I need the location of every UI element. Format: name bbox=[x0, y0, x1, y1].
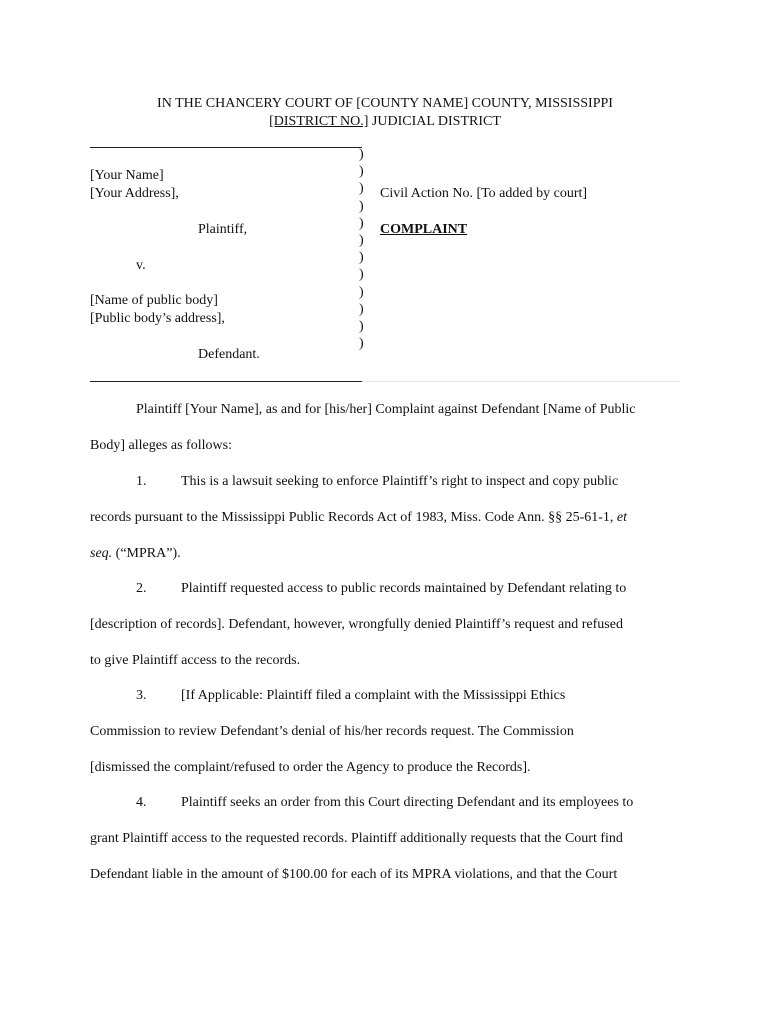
plaintiff-label: Plaintiff, bbox=[198, 222, 248, 237]
caption-paren: ) bbox=[359, 319, 364, 335]
paragraph-number: 4. bbox=[136, 795, 147, 810]
caption-paren: ) bbox=[359, 267, 364, 283]
caption-faint-rule bbox=[362, 381, 680, 382]
paragraph-3-line-1: [If Applicable: Plaintiff filed a complaint with the Mississippi Ethics bbox=[181, 688, 566, 703]
paragraph-number: 2. bbox=[136, 581, 147, 596]
intro-line-2: Body] alleges as follows: bbox=[90, 438, 232, 453]
paragraph-2-line-2: [description of records]. Defendant, however, wrongfully denied Plaintiff’s request and refused bbox=[90, 617, 623, 632]
caption-paren: ) bbox=[359, 215, 364, 231]
paragraph-2-line-3: to give Plaintiff access to the records. bbox=[90, 653, 301, 668]
civil-action-number: Civil Action No. [To added by court] bbox=[380, 186, 588, 201]
seq-italic: seq. bbox=[90, 546, 113, 561]
paragraph-1-line-3 bbox=[90, 545, 181, 563]
paragraph-number: 1. bbox=[136, 474, 147, 489]
intro-line-1: Plaintiff [Your Name], as and for [his/her] Complaint against Defendant [Name of Public bbox=[136, 402, 636, 417]
caption-bottom-rule bbox=[90, 381, 362, 382]
district-label: JUDICIAL DISTRICT bbox=[368, 114, 501, 129]
caption-paren: ) bbox=[359, 198, 364, 214]
paragraph-4-line-1: Plaintiff seeks an order from this Court directing Defendant and its employees to bbox=[181, 795, 634, 810]
caption-paren: ) bbox=[359, 147, 364, 162]
district-number: [DISTRICT NO.] bbox=[269, 114, 369, 129]
versus-label: v. bbox=[136, 258, 146, 273]
district-line bbox=[0, 113, 770, 131]
plaintiff-name: [Your Name] bbox=[90, 168, 164, 183]
caption-paren: ) bbox=[359, 250, 364, 266]
caption-paren: ) bbox=[359, 164, 364, 180]
paragraph-number: 3. bbox=[136, 688, 147, 703]
caption-paren: ) bbox=[359, 181, 364, 197]
defendant-name: [Name of public body] bbox=[90, 293, 218, 308]
defendant-address: [Public body’s address], bbox=[90, 311, 225, 326]
paragraph-3-line-3: [dismissed the complaint/refused to order the Agency to produce the Records]. bbox=[90, 760, 531, 775]
paragraph-4-line-2: grant Plaintiff access to the requested records. Plaintiff additionally requests that the Court find bbox=[90, 831, 623, 846]
paragraph-1-line-2 bbox=[90, 509, 627, 527]
paragraph-3-line-2: Commission to review Defendant’s denial of his/her records request. The Commission bbox=[90, 724, 574, 739]
caption-parentheses bbox=[359, 146, 364, 352]
paragraph-1-line-1: This is a lawsuit seeking to enforce Plaintiff’s right to inspect and copy public bbox=[181, 474, 619, 489]
caption-top-rule bbox=[90, 147, 362, 148]
paragraph-4-line-3: Defendant liable in the amount of $100.00 for each of its MPRA violations, and that the Court bbox=[90, 867, 618, 882]
document-title: COMPLAINT bbox=[380, 222, 468, 237]
caption-paren: ) bbox=[359, 301, 364, 317]
plaintiff-address: [Your Address], bbox=[90, 186, 179, 201]
caption-paren: ) bbox=[359, 284, 364, 300]
statute-citation: records pursuant to the Mississippi Public Records Act of 1983, Miss. Code Ann. §§ 25-61-1, bbox=[90, 510, 617, 525]
caption-paren: ) bbox=[359, 233, 364, 249]
mpra-abbreviation: (“MPRA”). bbox=[112, 546, 181, 561]
et-italic: et bbox=[616, 510, 628, 525]
defendant-label: Defendant. bbox=[198, 347, 260, 362]
court-name-line: IN THE CHANCERY COURT OF [COUNTY NAME] COUNTY, MISSISSIPPI bbox=[157, 96, 613, 111]
caption-paren: ) bbox=[359, 336, 364, 352]
paragraph-2-line-1: Plaintiff requested access to public records maintained by Defendant relating to bbox=[181, 581, 627, 596]
court-heading bbox=[0, 95, 770, 131]
